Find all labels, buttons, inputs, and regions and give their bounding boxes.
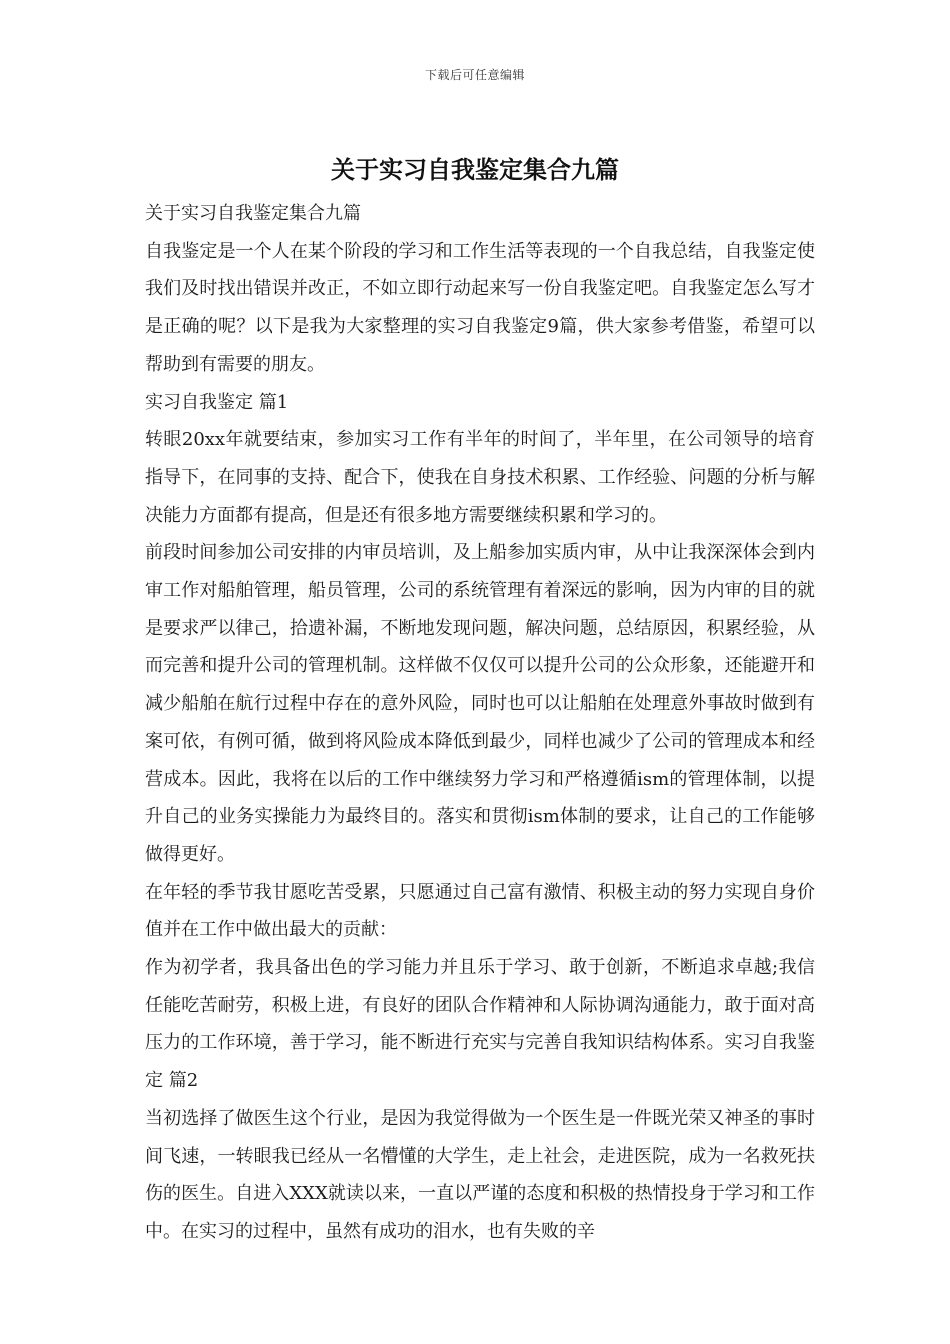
- section-heading-1: 实习自我鉴定 篇1: [145, 391, 289, 413]
- body-paragraph: 转眼20xx年就要结束，参加实习工作有半年的时间了，半年里，在公司领导的培育指导下，在同事的支持、配合下，使我在自身技术积累、工作经验、问题的分析与解决能力方面都有提高，但是还有很多地方需要继续积累和学习的。: [145, 429, 815, 526]
- body-paragraph: 当初选择了做医生这个行业，是因为我觉得做为一个医生是一件既光荣又神圣的事时间飞速，一转眼我已经从一名懵懂的大学生，走上社会，走进医院，成为一名救死扶伤的医生。自进入XXX就读以来，一直以严谨的态度和积极的热情投身于学习和工作中。在实习的过程中，虽然有成功的泪水，也有失败的辛: [145, 1107, 815, 1242]
- subtitle-line: 关于实习自我鉴定集合九篇: [145, 203, 361, 224]
- header-note: 下载后可任意编辑: [424, 68, 525, 82]
- intro-paragraph: 自我鉴定是一个人在某个阶段的学习和工作生活等表现的一个自我总结，自我鉴定使我们及时找出错误并改正，不如立即行动起来写一份自我鉴定吧。自我鉴定怎么写才是正确的呢？以下是我为大家整理的实习自我鉴定9篇，供大家参考借鉴，希望可以帮助到有需要的朋友。: [145, 240, 815, 375]
- document-title: 关于实习自我鉴定集合九篇: [331, 155, 619, 184]
- body-paragraph: 作为初学者，我具备出色的学习能力并且乐于学习、敢于创新，不断追求卓越;我信任能吃苦耐劳，积极上进，有良好的团队合作精神和人际协调沟通能力，敢于面对高压力的工作环境，善于学习，能不断进行充实与完善自我知识结构体系。实习自我鉴定 篇2: [145, 957, 815, 1092]
- body-paragraph: 在年轻的季节我甘愿吃苦受累，只愿通过自己富有激情、积极主动的努力实现自身价值并在工作中做出最大的贡献：: [145, 881, 815, 941]
- body-paragraph: 前段时间参加公司安排的内审员培训，及上船参加实质内审，从中让我深深体会到内审工作对船舶管理，船员管理，公司的系统管理有着深远的影响，因为内审的目的就是要求严以律己，拾遗补漏，不断地发现问题，解决问题，总结原因，积累经验，从而完善和提升公司的管理机制。这样做不仅仅可以提升公司的公众形象，还能避开和减少船舶在航行过程中存在的意外风险，同时也可以让船舶在处理意外事故时做到有案可依，有例可循，做到将风险成本降低到最少，同样也减少了公司的管理成本和经营成本。因此，我将在以后的工作中继续努力学习和严格遵循ism的管理体制，以提升自己的业务实操能力为最终目的。落实和贯彻ism体制的要求，让自己的工作能够做得更好。: [145, 542, 815, 865]
- document-body: [145, 195, 815, 1251]
